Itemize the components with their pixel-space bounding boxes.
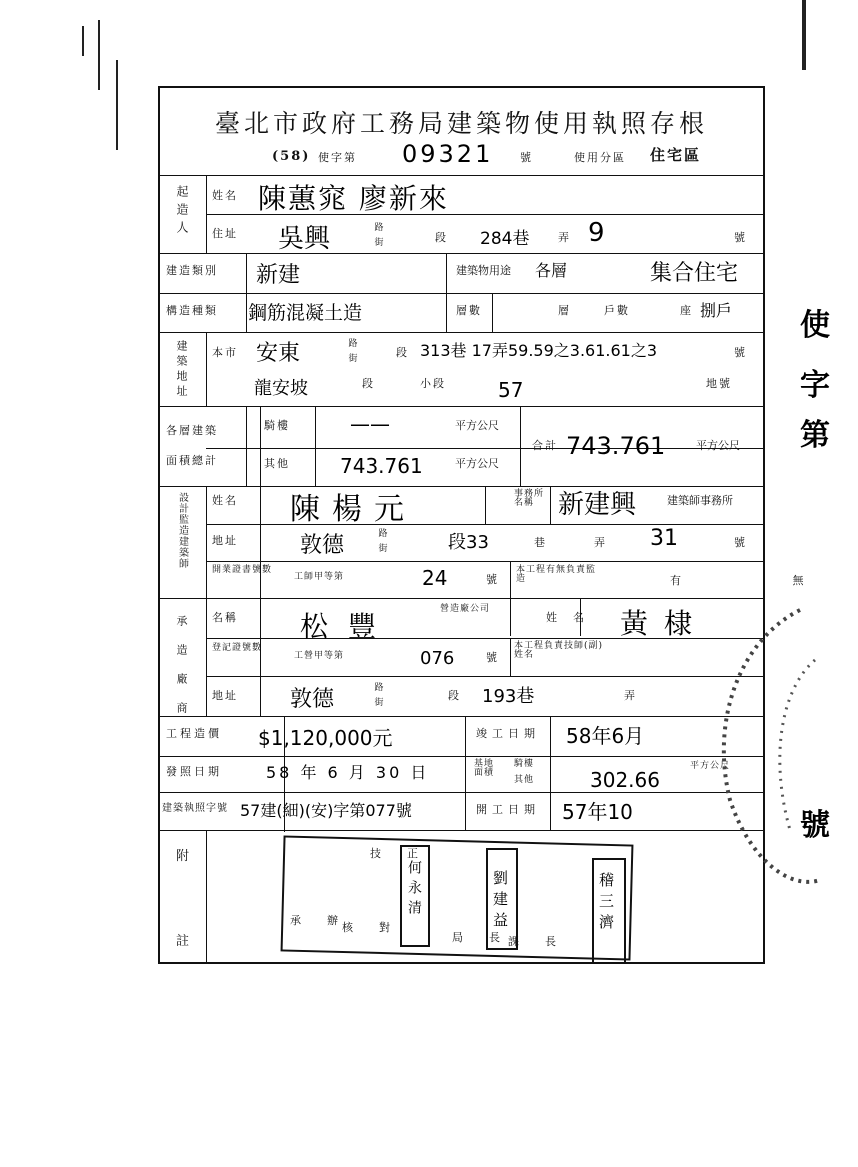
site-section-suffix: 段 (396, 346, 409, 359)
cost-label: 工程造價 (166, 727, 222, 740)
document-title: 臺北市政府工務局建築物使用執照存根 (214, 109, 708, 138)
structure-label: 構造種類 (166, 304, 218, 317)
contractor-address-label: 地址 (212, 689, 238, 702)
floors-label: 層數 (456, 304, 482, 317)
office-value: 新建興 (558, 490, 637, 520)
scan-smudge (620, 600, 820, 900)
site-area: 龍安坡 (254, 378, 308, 399)
architect-section: 段33 (448, 532, 489, 553)
site-lane: 313巷 17弄59.59之3.61.61之3 (420, 341, 658, 360)
start-label: 開工日期 (476, 803, 540, 816)
scan-speck (116, 60, 118, 150)
owner-value: 黃棣 (620, 607, 709, 640)
supervision-label: 本工程有無負責監造 (516, 565, 597, 585)
site-number-suffix: 號 (734, 346, 747, 359)
right-margin-char: 號 (800, 808, 830, 843)
license-suffix: 號 (486, 573, 499, 586)
applicant-lane: 284巷 (480, 229, 530, 249)
right-margin-char: 使 (800, 308, 830, 343)
land-label: 基地面積 (474, 759, 495, 779)
contractor-name-label: 名稱 (212, 611, 238, 624)
license-number: 09321 (402, 140, 494, 168)
households-value: 捌戶 (700, 301, 733, 320)
license-number-suffix: 號 (520, 151, 533, 164)
seal-name-2: 劉建益 (491, 870, 509, 933)
site-section-label: 建築地址 (175, 340, 188, 400)
alley-suffix: 弄 (558, 231, 571, 244)
reg-prefix: 工營甲等第 (294, 651, 345, 661)
completion-value: 58年6月 (566, 724, 645, 748)
site-road-label: 路街 (346, 338, 357, 368)
scan-speck (82, 26, 84, 56)
reg-value: 076 (420, 648, 455, 669)
company-type: 營造廠公司 (440, 604, 491, 614)
right-margin-char: 字 (800, 368, 830, 403)
category-label: 建造類別 (166, 264, 218, 277)
applicant-section-label: 起造人 (175, 185, 189, 239)
households-label: 戶數 (604, 304, 630, 317)
owner-label: 姓名 (546, 611, 600, 624)
use-value: 集合住宅 (650, 261, 739, 286)
architect-address: 敦德 (300, 533, 345, 558)
applicant-address: 吳興 (278, 224, 331, 254)
scan-speck (98, 20, 100, 90)
architect-section-label: 設計監造建築師 (176, 492, 188, 569)
contractor-road-label: 路街 (372, 682, 383, 712)
architect-name: 陳楊元 (290, 492, 416, 527)
architect-name-label: 姓名 (212, 494, 238, 507)
contractor-section-label: 承造廠商 (175, 615, 188, 731)
total-value: 743.761 (566, 432, 666, 460)
office-label: 事務所名稱 (514, 489, 545, 509)
section-suffix: 段 (435, 231, 448, 244)
arcade-label: 騎樓 (264, 419, 290, 432)
arcade-value: —— (350, 412, 390, 436)
architect-address-label: 地址 (212, 534, 238, 547)
reg-suffix: 號 (486, 651, 499, 664)
contractor-section-suffix: 段 (448, 689, 461, 702)
contractor-alley: 弄 (624, 689, 637, 702)
stamp-label-3: 課長 (508, 935, 582, 948)
total-unit: 平方公尺 (696, 439, 740, 452)
applicant-name-label: 姓名 (212, 189, 238, 202)
supervision-options: 有 無 (670, 574, 858, 587)
floors-unit: 層 (558, 304, 571, 317)
license-prefix: 使字第 (318, 151, 357, 164)
contractor-lane: 193巷 (482, 686, 535, 707)
permit-label: 建築執照字號 (162, 803, 228, 814)
other-unit: 平方公尺 (455, 457, 499, 470)
issue-label: 發照日期 (166, 765, 222, 778)
right-margin-char: 第 (800, 418, 830, 453)
structure-value: 鋼筋混凝土造 (248, 302, 363, 324)
remarks-label-1: 附 (176, 849, 192, 864)
arcade-unit: 平方公尺 (455, 419, 499, 432)
category-value: 新建 (256, 263, 301, 288)
applicant-number: 9 (588, 218, 605, 248)
zone-value: 住宅區 (650, 146, 702, 164)
seat-unit: 座 (680, 304, 693, 317)
total-label: 合計 (532, 439, 558, 452)
stamp-label-4: 技正 (370, 847, 444, 860)
contractor-address: 敦德 (290, 687, 335, 712)
applicant-address-label: 住址 (212, 227, 238, 240)
architect-lane-suffix: 巷 (534, 536, 547, 549)
architect-alley-suffix: 弄 (594, 536, 607, 549)
land-unit: 平方公尺 (690, 761, 731, 771)
city-label: 本市 (212, 346, 238, 359)
number-suffix: 號 (734, 231, 747, 244)
stamp-label-1: 承辦 (290, 914, 364, 927)
contractor-name: 松豐 (300, 610, 397, 643)
land-value: 302.66 (590, 768, 660, 792)
site-subsection: 小段 (420, 377, 446, 390)
reg-label: 登記證號數 (212, 643, 263, 653)
land-other-label: 其他 (514, 775, 535, 785)
completion-label: 竣工日期 (476, 727, 540, 740)
use-note: 各層 (535, 261, 568, 280)
floor-area-label-2: 面積總計 (166, 454, 218, 467)
architect-road-label: 路街 (376, 528, 387, 558)
applicant-name: 陳蕙窕 廖新來 (258, 182, 449, 215)
land-arcade-label: 騎樓 (514, 759, 535, 769)
stamp-label-2: 核對 (342, 921, 416, 934)
scan-speck (802, 0, 806, 70)
cost-value: $1,120,000元 (258, 726, 393, 750)
architect-number-suffix: 號 (734, 536, 747, 549)
start-value: 57年10 (562, 800, 633, 824)
zone-label: 使用分區 (574, 151, 626, 164)
site-section2: 段 (362, 377, 375, 390)
issue-value: 58 年 6 月 30 日 (266, 763, 430, 782)
use-label: 建築物用途 (456, 264, 511, 277)
architect-number: 31 (650, 526, 678, 551)
other-value: 743.761 (340, 454, 423, 478)
site-lot: 57 (498, 378, 524, 402)
floor-area-label-1: 各層建築 (166, 424, 218, 437)
permit-value: 57建(細)(安)字第077號 (240, 801, 412, 820)
stamp-label-5: 局長 (452, 931, 526, 944)
license-year: (58) (272, 149, 311, 164)
remarks-label-2: 註 (176, 934, 192, 949)
engineer-label: 本工程負責技師(副)姓名 (514, 641, 604, 661)
road-label: 路街 (372, 222, 383, 252)
site-district: 安東 (256, 341, 301, 366)
license-prefix: 工師甲等第 (294, 572, 345, 582)
license-number-value: 24 (422, 566, 448, 590)
site-lot-suffix: 地號 (706, 377, 732, 390)
license-label: 開業證書號數 (212, 565, 273, 575)
other-label: 其他 (264, 457, 290, 470)
seal-name-1: 何永清 (406, 860, 422, 920)
seal-name-3: 稽三濟 (597, 872, 615, 935)
office-suffix: 建築師事務所 (667, 494, 733, 507)
